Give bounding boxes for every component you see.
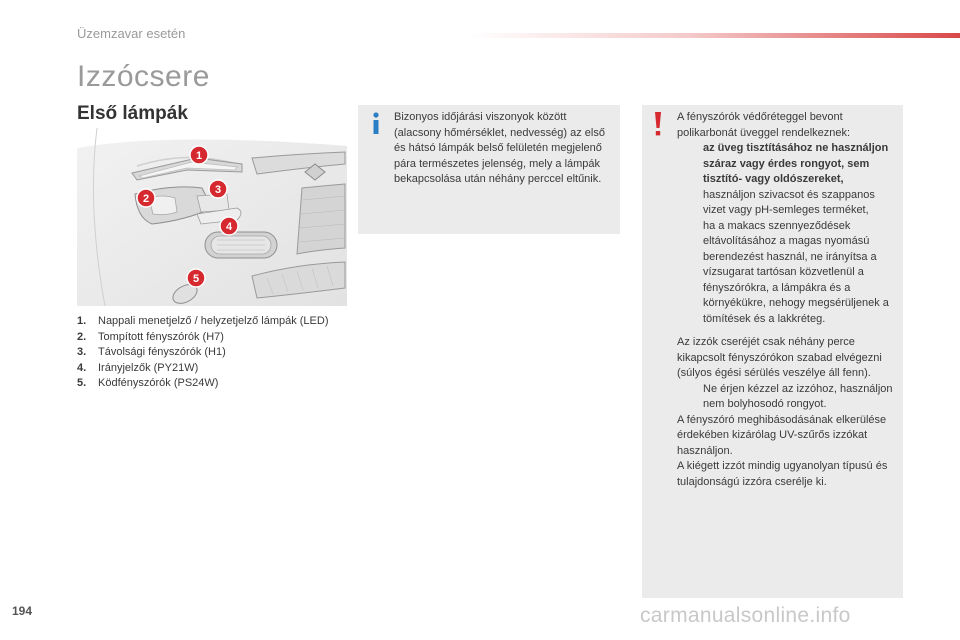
info-icon [368, 111, 384, 135]
callout-1: 1 [195, 150, 203, 162]
lamp-legend [77, 314, 347, 392]
front-lamps-illustration [77, 128, 347, 306]
warning-intro: A fényszórók védőréteggel bevont polikarbonát üveggel rendelkeznek: [677, 111, 851, 139]
callout-4: 4 [225, 221, 233, 233]
callout-3: 3 [214, 184, 222, 196]
watermark: carmanualsonline.info [640, 604, 851, 627]
info-note-text: Bizonyos időjárási viszonyok között (alacsony hőmérséklet, nedvesség) az első és hátsó lámpák belső felületén megjelenő pára természetes jelenség, mely a lámpák bekapcsolása után néhány perccel eltűnik. [394, 111, 605, 185]
warning-box [642, 105, 903, 598]
section-subtitle: Első lámpák [77, 103, 188, 124]
exclamation-icon [652, 111, 664, 137]
callout-2: 2 [142, 193, 150, 205]
section-header: Üzemzavar esetén [77, 26, 186, 41]
list-item: Ne érjen kézzel az izzóhoz, használjon nem bolyhosodó rongyot. [703, 382, 893, 410]
list-item: használjon szivacsot és szappanos vizet vagy pH-semleges terméket, [703, 188, 875, 216]
legend-item: 4. Irányjelzők (PY21W) [77, 361, 199, 374]
warning-content [677, 110, 899, 490]
warning-paragraph: A kiégett izzót mindig ugyanolyan típusú és tulajdonságú izzóra cserélje ki. [677, 460, 888, 488]
legend-item: 3. Távolsági fényszórók (H1) [77, 346, 226, 358]
warning-paragraph: Az izzók cseréjét csak néhány perce kikapcsolt fényszórókon szabad elvégezni (súlyos égési sérülés veszélye áll fenn). [677, 336, 882, 379]
info-note-box [358, 105, 620, 234]
list-item: ha a makacs szennyeződések eltávolításához a magas nyomású berendezést használ, ne irányítsa a vízsugarat tartósan közvetlenül a fényszórókra, a lámpákra és a környékükre, nehogy megsérüljenek a tömítések és a lakkréteg. [703, 219, 889, 325]
warning-paragraph: A fényszóró meghibásodásának elkerülése érdekében kizárólag UV-szűrős izzókat használjon. [677, 413, 887, 457]
legend-item: 1. Nappali menetjelző / helyzetjelző lámpák (LED) [77, 315, 329, 327]
page-number: 194 [12, 604, 33, 618]
legend-item: 5. Ködfényszórók (PS24W) [77, 377, 219, 389]
list-item: az üveg tisztításához ne használjon száraz vagy érdes rongyot, sem tisztító- vagy oldószereket, [703, 142, 889, 185]
header-rule [470, 33, 960, 38]
legend-item: 2. Tompított fényszórók (H7) [77, 330, 224, 343]
callout-5: 5 [192, 273, 200, 285]
page-title: Izzócsere [77, 60, 210, 93]
